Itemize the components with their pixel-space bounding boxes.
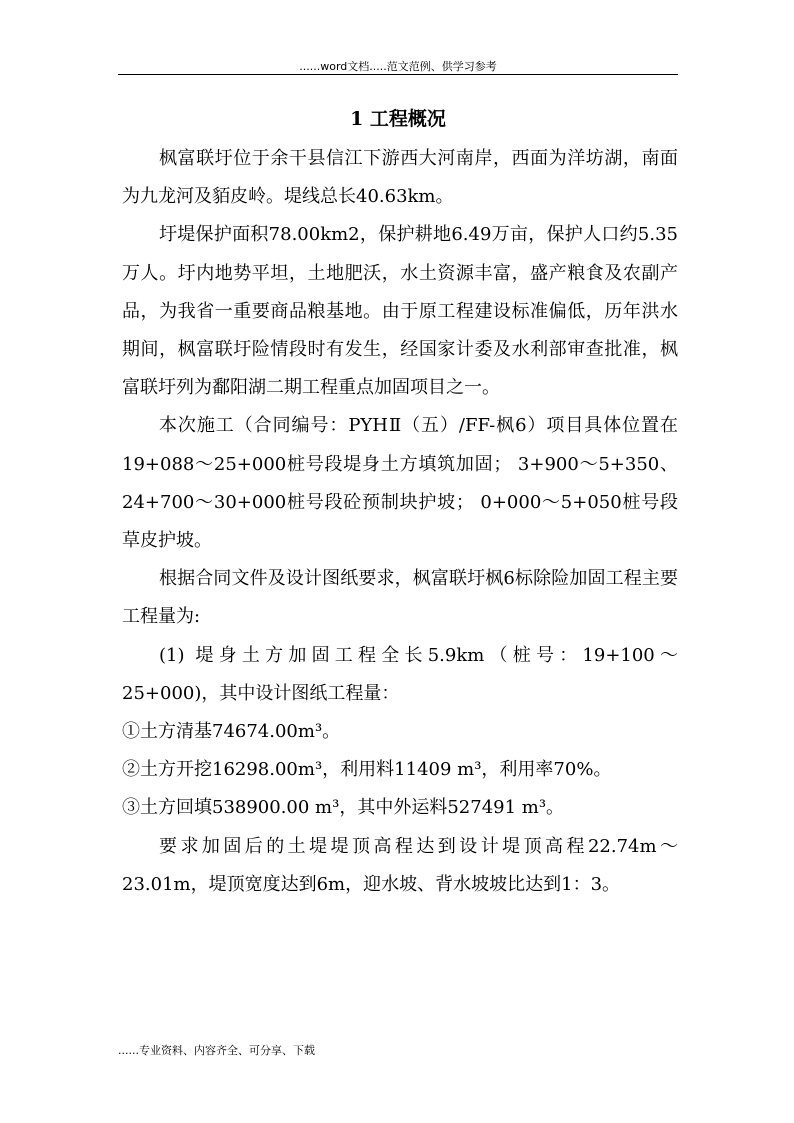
paragraph-protection: 圩堤保护面积78.00km2，保护耕地6.49万亩，保护人口约5.35万人。圩内地势平坦，土地肥沃，水土资源丰富，盛产粮食及农副产品，为我省一重要商品粮基地。由于原工程建设标准偏低，历年洪水期间，枫富联圩险情段时有发生，经国家计委及水利部审查批准，枫富联圩列为鄱阳湖二期工程重点加固项目之一。	[122, 224, 678, 399]
list-item-excavation: ②土方开挖16298.00m³，利用料11409 m³，利用率70%。	[122, 759, 612, 781]
section-title: 1 工程概况	[350, 108, 446, 130]
paragraph-location: 枫富联圩位于余干县信江下游西大河南岸，西面为洋坊湖，南面为九龙河及貊皮岭。堤线总长40.63km。	[122, 148, 678, 208]
page-footer: ......专业资料、内容齐全、可分享、下载	[118, 1044, 315, 1057]
list-item-backfill: ③土方回填538900.00 m³，其中外运料527491 m³。	[122, 797, 565, 819]
list-item-clearing: ①土方清基74674.00m³。	[122, 721, 341, 743]
paragraph-earthwork-item: (1) 堤身土方加固工程全长5.9km（桩号：19+100～25+000)，其中设计图纸工程量：	[122, 644, 678, 704]
paragraph-quantities-intro: 根据合同文件及设计图纸要求，枫富联圩枫6标除险加固工程主要工程量为:	[122, 568, 678, 628]
page-header: ......word文档.....范文范例、供学习参考	[299, 60, 497, 73]
header-divider	[118, 74, 678, 75]
document-body	[122, 140, 678, 904]
paragraph-contract-scope: 本次施工（合同编号：PYHⅡ（五）/FF-枫6）项目具体位置在19+088～25+000桩号段堤身土方填筑加固； 3+900～5+350、24+700～30+000桩号段砼预制块护坡； 0+000～5+050桩号段草皮护坡。	[122, 415, 678, 552]
paragraph-requirements: 要求加固后的土堤堤顶高程达到设计堤顶高程22.74m～23.01m，堤顶宽度达到6m，迎水坡、背水坡坡比达到1：3。	[122, 835, 678, 895]
